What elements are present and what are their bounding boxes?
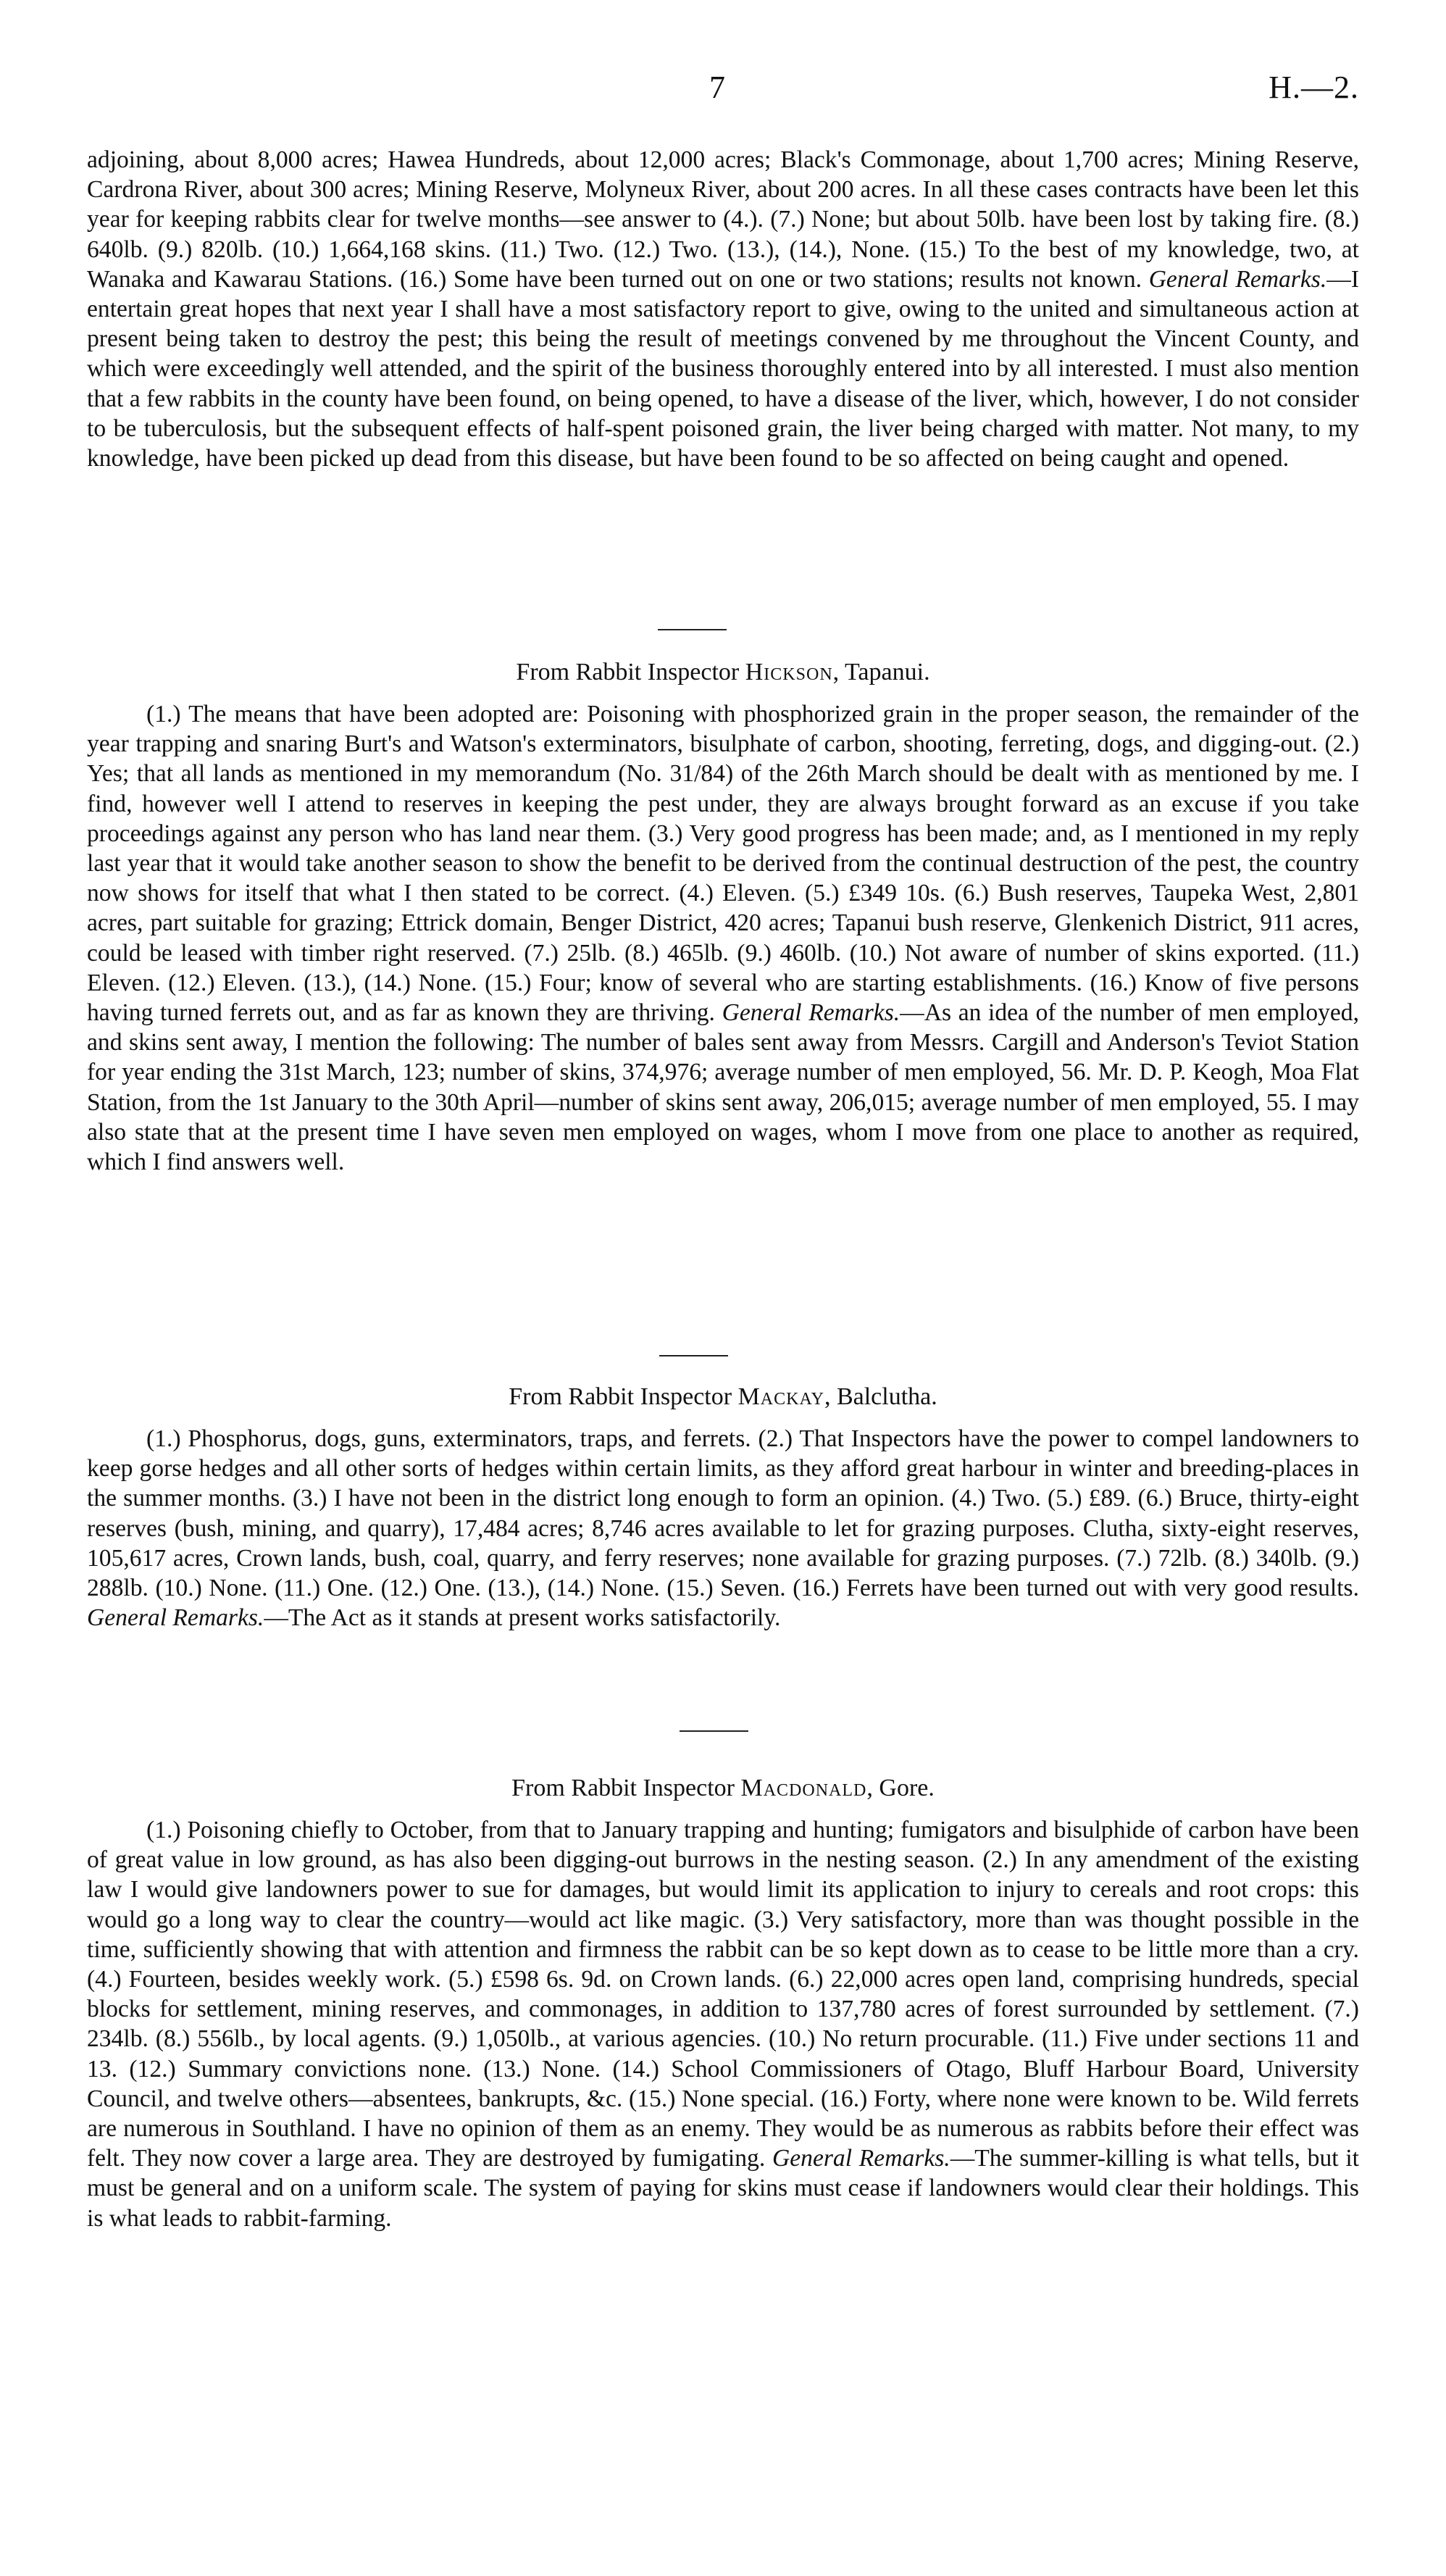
section-body: [87, 699, 1359, 1177]
general-remarks-text: —I entertain great hopes that next year I shall have a most satisfactory report to give, owing to the united and simultaneous action at present being taken to destroy the pest; this being the result of meetings convened by me throughout the Vincent County, and which were exceedingly well attended, and the spirit of the business thoroughly entered into by all interested. I must also mention that a few rabbits in the county have been found, on being opened, to have a disease of the liver, which, however, I do not consider to be tuberculosis, but the subsequent effects of half-spent poisoned grain, the liver being charged with matter. Not many, to my knowledge, have been picked up dead from this disease, but have been found to be so affected on being caught and opened.: [87, 265, 1359, 472]
section-body: [87, 1815, 1359, 2233]
document-reference: H.—2.: [1269, 70, 1359, 105]
inspector-name: Hickson: [745, 659, 833, 685]
section-macdonald: [87, 1815, 1359, 2233]
heading-location: , Gore.: [866, 1775, 935, 1801]
body-text: adjoining, about 8,000 acres; Hawea Hundreds, about 12,000 acres; Black's Commonage, about 1,700 acres; Mining Reserve, Cardrona River, about 300 acres; Mining Reserve, Molyneux River, about 200 acres. In all these cases contracts have been let this year for keeping rabbits clear for twelve months—see answer to (4.). (7.) None; but about 50lb. have been lost by taking fire. (8.) 640lb. (9.) 820lb. (10.) 1,664,168 skins. (11.) Two. (12.) Two. (13.), (14.), None. (15.) To the best of my knowledge, two, at Wanaka and Kawarau Stations. (16.) Some have been turned out on one or two stations; results not known.: [87, 146, 1359, 293]
heading-prefix: From Rabbit Inspector: [511, 1775, 735, 1801]
general-remarks-label: General Remarks.: [1148, 265, 1327, 293]
section-body: [87, 1424, 1359, 1633]
section-divider: [680, 1730, 748, 1732]
heading-prefix: From Rabbit Inspector: [516, 659, 740, 685]
general-remarks-text: —The Act as it stands at present works satisfactorily.: [264, 1604, 781, 1632]
general-remarks-text: —As an idea of the number of men employed, and skins sent away, I mention the following: The number of bales sent away from Messrs. Cargill and Anderson's Teviot Station for year ending the 31st March, 123; number of skins, 374,976; average number of men employed, 56. Mr. D. P. Keogh, Moa Flat Station, from the 1st January to the 30th April—number of skins sent away, 206,015; average number of men employed, 55. I may also state that at the present time I have seven men employed on wages, whom I move from one place to another as required, which I find answers well.: [87, 999, 1359, 1176]
inspector-name: Macdonald: [740, 1775, 867, 1801]
general-remarks-label: General Remarks.: [772, 2145, 950, 2172]
heading-location: , Tapanui.: [832, 659, 930, 685]
general-remarks-text: —The summer-killing is what tells, but it must be general and on a uniform scale. The system of paying for skins must cease if landowners would clear their holdings. This is what leads to rabbit-farming.: [87, 2145, 1359, 2232]
inspector-name: Mackay: [737, 1383, 824, 1410]
body-text: (1.) Phosphorus, dogs, guns, exterminators, traps, and ferrets. (2.) That Inspectors have the power to compel landowners to keep gorse hedges and all other sorts of hedges within certain limits, as they afford great harbour in winter and breeding-places in the summer months. (3.) I have not been in the district long enough to form an opinion. (4.) Two. (5.) £89. (6.) Bruce, thirty-eight reserves (bush, mining, and quarry), 17,484 acres; 8,746 acres available to let for grazing purposes. Clutha, sixty-eight reserves, 105,617 acres, Crown lands, bush, coal, quarry, and ferry reserves; none available for grazing purposes. (7.) 72lb. (8.) 340lb. (9.) 288lb. (10.) None. (11.) One. (12.) One. (13.), (14.) None. (15.) Seven. (16.) Ferrets have been turned out with very good results.: [87, 1425, 1359, 1602]
heading-location: , Balclutha.: [824, 1383, 937, 1410]
page-number: 7: [709, 70, 725, 105]
general-remarks-label: General Remarks.: [722, 999, 900, 1027]
section-heading-macdonald: [0, 1774, 1446, 1803]
section-divider: [659, 1355, 728, 1356]
section-divider: [658, 629, 727, 630]
section-hickson: [87, 699, 1359, 1177]
section-continuation: [87, 145, 1359, 473]
section-body: [87, 145, 1359, 473]
body-text: (1.) The means that have been adopted are: Poisoning with phosphorized grain in the proper season, the remainder of the year trapping and snaring Burt's and Watson's exterminators, bisulphate of carbon, shooting, ferreting, dogs, and digging-out. (2.) Yes; that all lands as mentioned in my memorandum (No. 31/84) of the 26th March should be dealt with as mentioned by me. I find, however well I attend to reserves in keeping the pest under, they are always brought forward as an excuse if you take proceedings against any person who has land near them. (3.) Very good progress has been made; and, as I mentioned in my reply last year that it would take another season to show the benefit to be derived from the continual destruction of the pest, the country now shows for itself that what I then stated to be correct. (4.) Eleven. (5.) £349 10s. (6.) Bush reserves, Taupeka West, 2,801 acres, part suitable for grazing; Ettrick domain, Benger District, 420 acres; Tapanui bush reserve, Glenkenich District, 911 acres, could be leased with timber right reserved. (7.) 25lb. (8.) 465lb. (9.) 460lb. (10.) Not aware of number of skins exported. (11.) Eleven. (12.) Eleven. (13.), (14.) None. (15.) Four; know of several who are starting establishments. (16.) Know of five persons having turned ferrets out, and as far as known they are thriving.: [87, 701, 1359, 1027]
heading-prefix: From Rabbit Inspector: [509, 1383, 732, 1410]
general-remarks-label: General Remarks.: [87, 1604, 264, 1632]
section-heading-hickson: [0, 658, 1446, 687]
section-mackay: [87, 1424, 1359, 1633]
body-text: (1.) Poisoning chiefly to October, from that to January trapping and hunting; fumigators and bisulphide of carbon have been of great value in low ground, as has also been digging-out burrows in the nesting season. (2.) In any amendment of the existing law I would give landowners power to sue for damages, but would limit its application to injury to cereals and root crops: this would go a long way to clear the country—would act like magic. (3.) Very satisfactory, more than was thought possible in the time, sufficiently showing that with attention and firmness the rabbit can be so kept down as to cease to be little more than a cry. (4.) Fourteen, besides weekly work. (5.) £598 6s. 9d. on Crown lands. (6.) 22,000 acres open land, comprising hundreds, special blocks for settlement, mining reserves, and commonages, in addition to 137,780 acres of forest surrounded by settlement. (7.) 234lb. (8.) 556lb., by local agents. (9.) 1,050lb., at various agencies. (10.) No return procurable. (11.) Five under sections 11 and 13. (12.) Summary convictions none. (13.) None. (14.) School Commissioners of Otago, Bluff Harbour Board, University Council, and twelve others—absentees, bankrupts, &c. (15.) None special. (16.) Forty, where none were known to be. Wild ferrets are numerous in Southland. I have no opinion of them as an enemy. They would be as numerous as rabbits before their effect was felt. They now cover a large area. They are destroyed by fumigating.: [87, 1817, 1359, 2172]
section-heading-mackay: [0, 1383, 1446, 1412]
